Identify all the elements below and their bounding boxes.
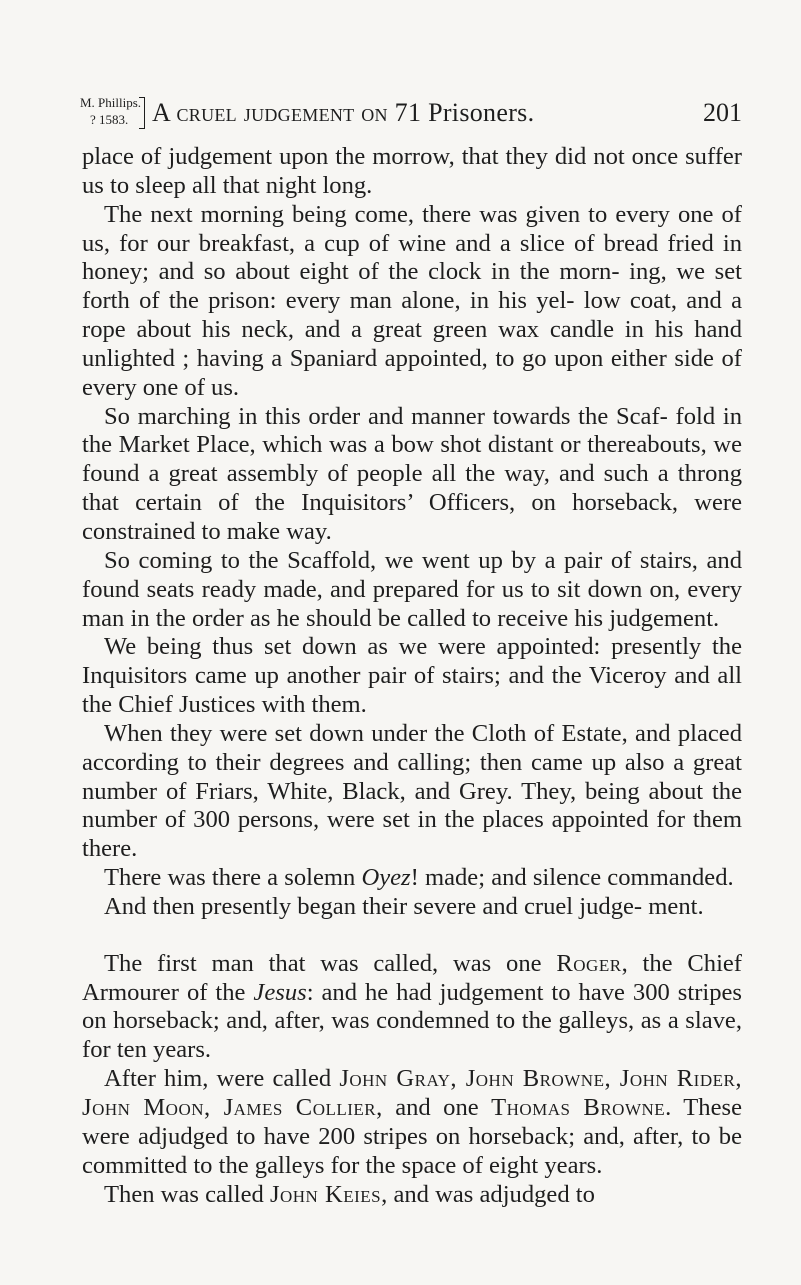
running-title bbox=[152, 96, 534, 130]
title-number: 71 bbox=[394, 98, 422, 127]
person-names: John Gray, John Browne, John Rider, John Moon, James Collier, bbox=[82, 1065, 742, 1121]
paragraph: There was there a solemn Oyez! made; and silence commanded. bbox=[104, 864, 734, 892]
title-middle: cruel judgement on bbox=[176, 98, 388, 127]
paragraph: And then presently began their severe and cruel judge- ment. bbox=[104, 892, 704, 920]
person-name: John Keies bbox=[269, 1180, 382, 1208]
paragraph: place of judgement upon the morrow, that they did not once suffer us to sleep all that night long. bbox=[82, 143, 742, 199]
page-number: 201 bbox=[703, 98, 742, 127]
marginal-author: M. Phillips. bbox=[80, 95, 142, 110]
paragraph: After him, were called John Gray, John Browne, John Rider, John Moon, James Collier, and one Thomas Browne. These were adjudged to have 200 stripes on horseback; and, after, to be committed to the galleys for the space of eight years. bbox=[82, 1065, 743, 1179]
paragraph: So coming to the Scaffold, we went up by a pair of stairs, and found seats ready made, and prepared for us to sit down on, every man in the order as he should be called to receive his judgement. bbox=[82, 546, 742, 632]
body-text bbox=[82, 143, 742, 1209]
marginal-bracket bbox=[139, 97, 145, 129]
ship-name: Jesus bbox=[253, 978, 307, 1006]
marginal-date: ? 1583. bbox=[90, 112, 129, 127]
person-name: Roger bbox=[556, 949, 622, 977]
paragraph: When they were set down under the Cloth of Estate, and placed according to their degrees and calling; then came up also a great number of Friars, White, Black, and Grey. They, being about the number of 300 persons, were set in the places appointed for them there. bbox=[82, 719, 742, 863]
title-end: Prisoners. bbox=[428, 98, 535, 127]
running-header bbox=[80, 94, 742, 134]
paragraph: The first man that was called, was one Roger, the Chief Armourer of the Jesus: and he had judgement to have 300 stripes on horseback; and, after, was condemned to the galleys, as a slave, for ten years. bbox=[82, 949, 743, 1064]
title-article: A bbox=[152, 98, 170, 127]
italic-word: Oyez bbox=[361, 864, 411, 892]
paragraph: The next morning being come, there was given to every one of us, for our breakfast, a cup of wine and a slice of bread fried in honey; and so about eight of the clock in the morn- ing, we set forth of the prison: every man alone, in his yel- low coat, and a rope about his neck, and a great green wax candle in his hand unlighted ; having a Spaniard appointed, to go upon either side of every one of us. bbox=[82, 200, 742, 401]
marginal-note bbox=[80, 96, 144, 132]
paragraph: Then was called John Keies, and was adjudged to bbox=[104, 1180, 595, 1208]
paragraph: We being thus set down as we were appointed: presently the Inquisitors came up another pair of stairs; and the Viceroy and all the Chief Justices with them. bbox=[82, 633, 742, 719]
paragraph: So marching in this order and manner towards the Scaf- fold in the Market Place, which was a bow shot distant or thereabouts, we found a great assembly of people all the way, and such a throng that certain of the Inquisitors’ Officers, on horseback, were constrained to make way. bbox=[82, 402, 742, 545]
person-name: Thomas Browne bbox=[491, 1094, 666, 1121]
